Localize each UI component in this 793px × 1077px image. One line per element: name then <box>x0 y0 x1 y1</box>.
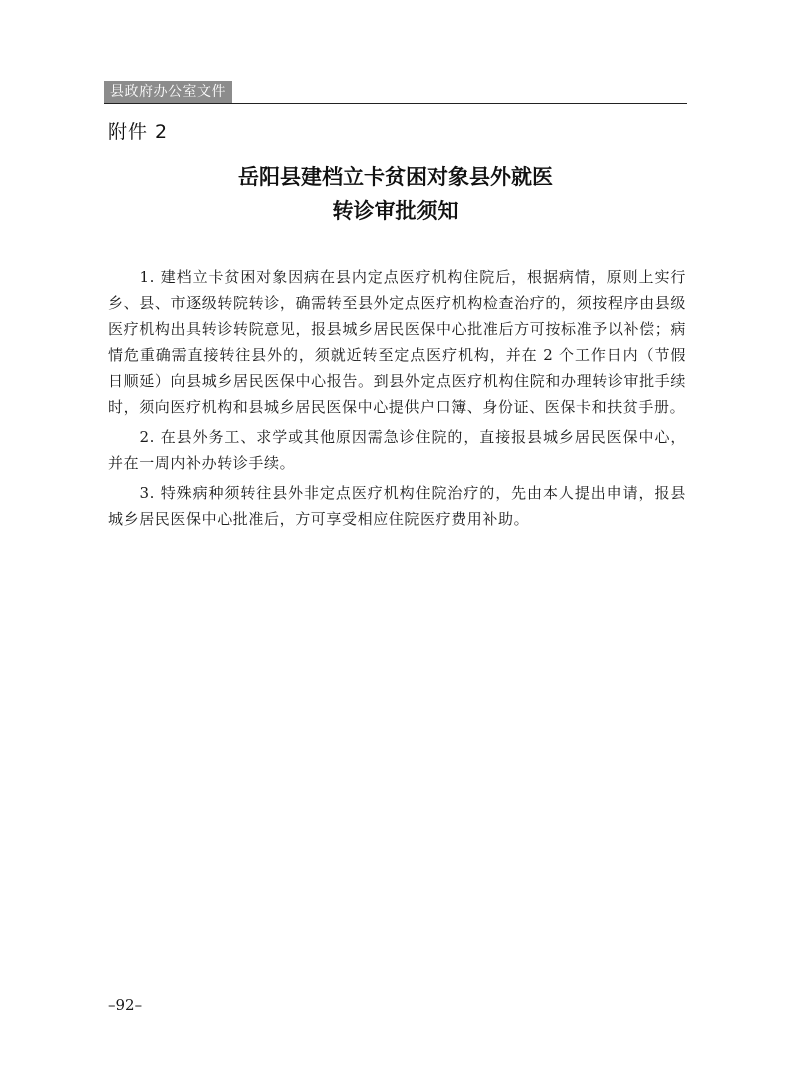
document-body <box>108 264 686 536</box>
page-number: –92– <box>108 996 143 1014</box>
paragraph-2: 2. 在县外务工、求学或其他原因需急诊住院的，直接报县城乡居民医保中心，并在一周内补办转诊手续。 <box>108 428 686 472</box>
paragraph-3: 3. 特殊病种须转往县外非定点医疗机构住院治疗的，先由本人提出申请，报县城乡居民医保中心批准后，方可享受相应住院医疗费用补助。 <box>108 484 686 528</box>
attachment-label: 附件 2 <box>108 121 169 143</box>
paragraph-1: 1. 建档立卡贫困对象因病在县内定点医疗机构住院后，根据病情，原则上实行乡、县、市逐级转院转诊，确需转至县外定点医疗机构检查治疗的，须按程序由县级医疗机构出具转诊转院意见，报县城乡居民医保中心批准后方可按标准予以补偿；病情危重确需直接转往县外的，须就近转至定点医疗机构，并在 2 个工作日内（节假日顺延）向县城乡居民医保中心报告。到县外定点医疗机构住院和办理转诊审批手续时，须向医疗机构和县城乡居民医保中心提供户口簿、身份证、医保卡和扶贫手册。 <box>108 268 686 416</box>
header-divider <box>104 103 687 104</box>
header-document-tag: 县政府办公室文件 <box>104 81 232 103</box>
document-title-line-2: 转诊审批须知 <box>332 199 459 223</box>
document-title <box>104 160 687 228</box>
document-title-line-1: 岳阳县建档立卡贫困对象县外就医 <box>238 165 553 189</box>
